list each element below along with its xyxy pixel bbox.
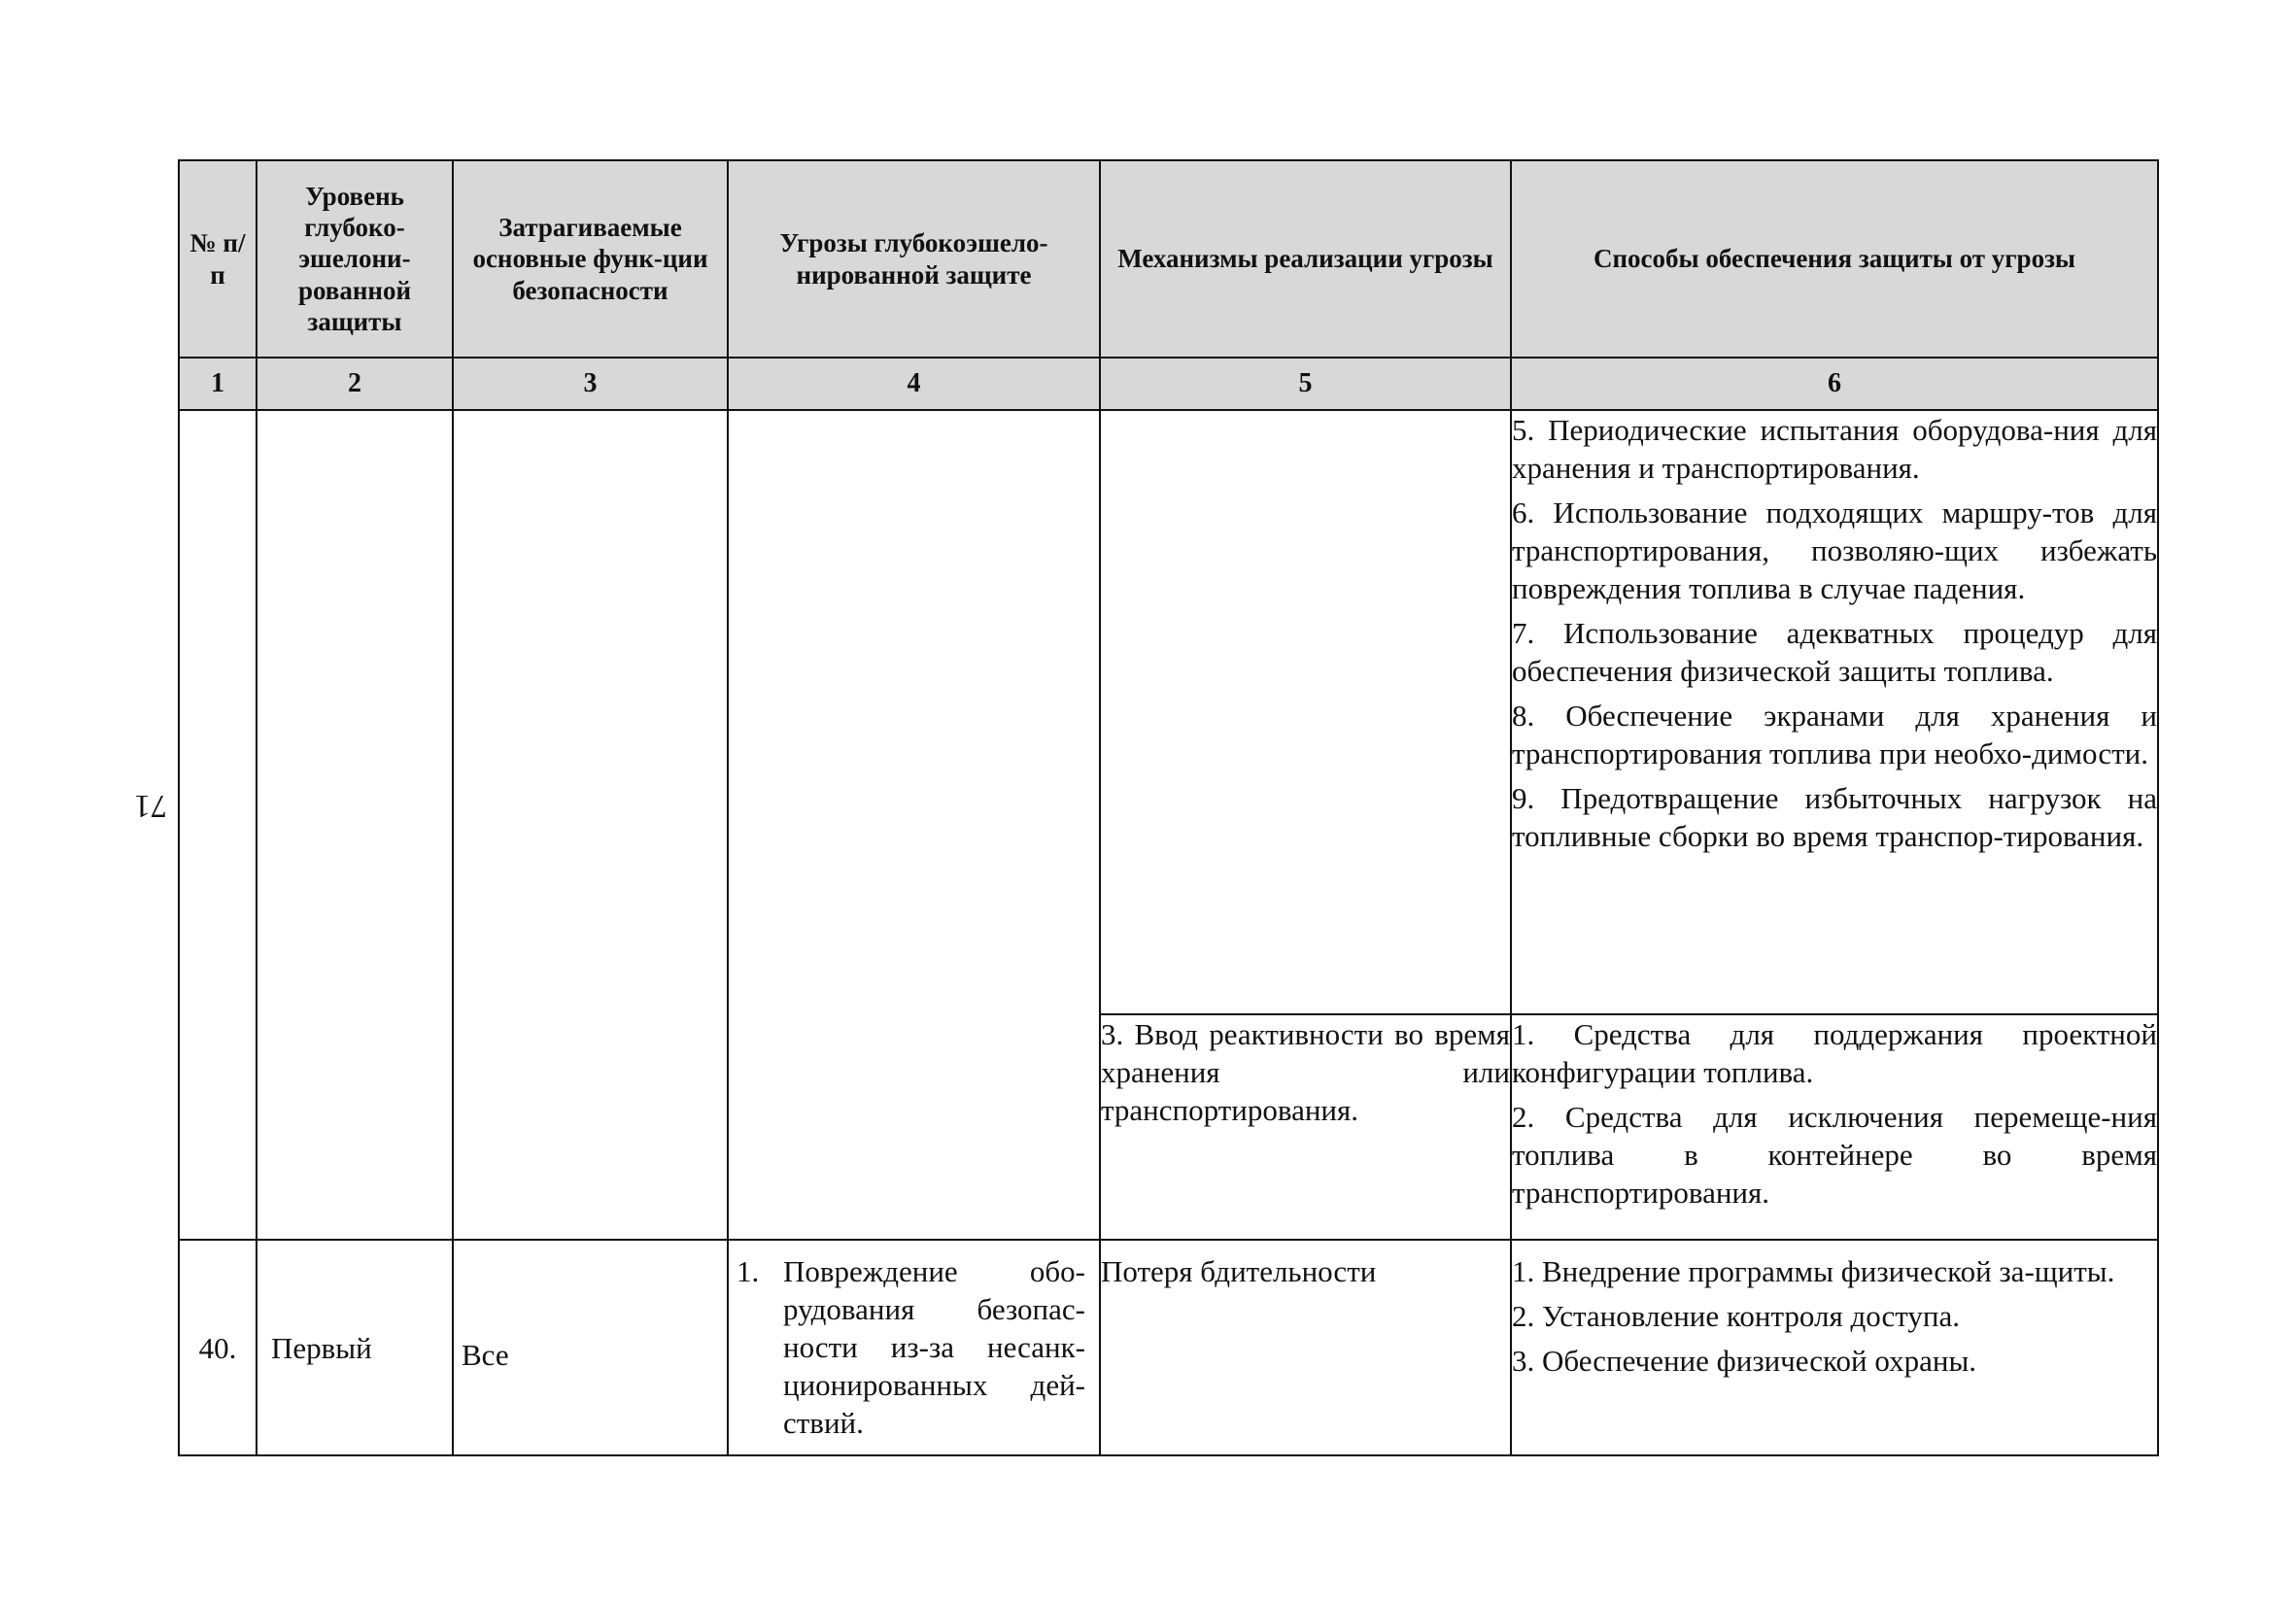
cell-measures xyxy=(1511,410,2158,1014)
threat-text: Повреждение обо-рудования безопас-ности из-за несанк-ционированных дей-ствий. xyxy=(783,1254,1085,1440)
column-number: 6 xyxy=(1511,358,2158,410)
column-number-row xyxy=(179,358,2158,410)
header-number: № п/п xyxy=(179,160,257,358)
measure-item: 5. Периодические испытания оборудова-ния для хранения и транспортирования. xyxy=(1512,413,2157,485)
header-measures: Способы обеспечения защиты от угрозы xyxy=(1511,160,2158,358)
cell-threat-empty xyxy=(728,410,1100,1240)
cell-mechanism xyxy=(1100,1014,1511,1240)
measure-item: 3. Обеспечение физической охраны. xyxy=(1512,1344,1977,1378)
threat-number: 1. xyxy=(737,1254,760,1288)
measure-item: 9. Предотвращение избыточных нагрузок на топливные сборки во время транспор-тирования. xyxy=(1512,781,2157,853)
cell-number xyxy=(179,1240,257,1455)
header-level: Уровень глубоко-эшелони-рованной защиты xyxy=(257,160,453,358)
column-number: 1 xyxy=(179,358,257,410)
header-mechanisms: Механизмы реализации угрозы xyxy=(1100,160,1511,358)
mechanism-text: Потеря бдительности xyxy=(1101,1254,1377,1288)
defense-level: Первый xyxy=(271,1330,372,1365)
measure-item: 6. Использование подходящих маршру-тов для транспортирования, позволяю-щих избежать повреждения топлива в случае падения. xyxy=(1512,495,2157,605)
cell-measures xyxy=(1511,1240,2158,1455)
cell-number-empty xyxy=(179,410,257,1240)
page-number: 71 xyxy=(134,788,167,824)
cell-functions xyxy=(453,1240,728,1455)
header-threats: Угрозы глубокоэшело-нированной защите xyxy=(728,160,1100,358)
column-number: 4 xyxy=(728,358,1100,410)
measure-item: 1. Средства для поддержания проектной конфигурации топлива. xyxy=(1512,1017,2157,1089)
row-number: 40. xyxy=(198,1330,237,1365)
column-number: 2 xyxy=(257,358,453,410)
measure-item: 8. Обеспечение экранами для хранения и транспортирования топлива при необхо-димости. xyxy=(1512,699,2157,770)
measure-item: 7. Использование адекватных процедур для обеспечения физической защиты топлива. xyxy=(1512,616,2157,688)
measure-item: 1. Внедрение программы физической за-щиты. xyxy=(1512,1254,2115,1288)
cell-level-empty xyxy=(257,410,453,1240)
measure-item: 2. Установление контроля доступа. xyxy=(1512,1299,1961,1333)
cell-level xyxy=(257,1240,453,1455)
cell-measures xyxy=(1511,1014,2158,1240)
cell-mechanism xyxy=(1100,1240,1511,1455)
threat-table xyxy=(178,159,2159,1456)
measure-item: 2. Средства для исключения перемеще-ния топлива в контейнере во время транспортирования. xyxy=(1512,1100,2157,1210)
mechanism-text: 3. Ввод реактивности во время хранения или транспортирования. xyxy=(1101,1017,1510,1127)
column-number: 3 xyxy=(453,358,728,410)
cell-functions-empty xyxy=(453,410,728,1240)
table-row xyxy=(179,410,2158,1014)
header-row xyxy=(179,160,2158,358)
header-functions: Затрагиваемые основные функ-ции безопасности xyxy=(453,160,728,358)
safety-functions: Все xyxy=(462,1337,509,1372)
column-number: 5 xyxy=(1100,358,1511,410)
cell-threat xyxy=(728,1240,1100,1455)
cell-mechanism-empty xyxy=(1100,410,1511,1014)
threat-item xyxy=(729,1241,1099,1442)
table-row-40 xyxy=(179,1240,2158,1455)
